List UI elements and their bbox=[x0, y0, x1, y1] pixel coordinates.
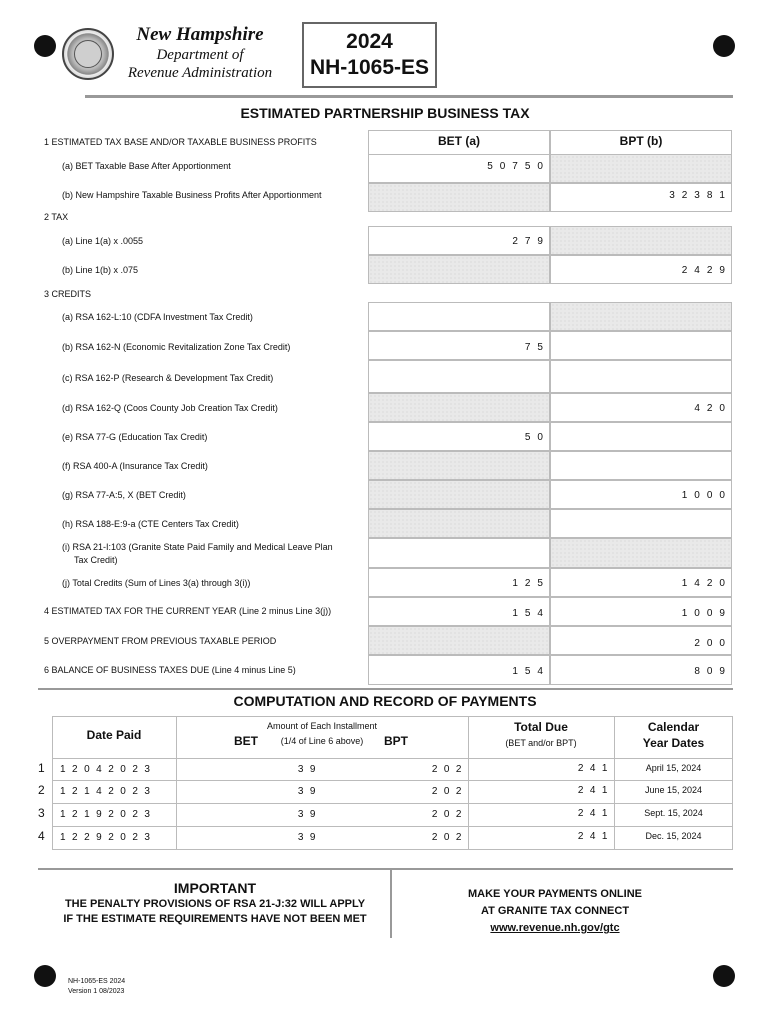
line-3i-label-cont: Tax Credit) bbox=[74, 555, 118, 565]
value-3g-bpt: 1000 bbox=[681, 490, 732, 501]
line-4-label: 4 ESTIMATED TAX FOR THE CURRENT YEAR (Line 2 minus Line 3(j)) bbox=[44, 606, 332, 616]
column-header-total-due: Total Due bbox=[514, 720, 568, 734]
value-6-bet: 154 bbox=[512, 666, 550, 677]
line-3f-label: (f) RSA 400-A (Insurance Tax Credit) bbox=[62, 461, 208, 471]
column-header-calendar: Calendar bbox=[647, 720, 700, 734]
payment-row-number: 1 bbox=[38, 761, 45, 775]
payment-calendar-date: April 15, 2024 bbox=[645, 763, 702, 773]
field-3a-bet[interactable] bbox=[368, 302, 550, 331]
column-header-bpt: BPT (b) bbox=[619, 134, 663, 148]
payment-bpt: 202 bbox=[431, 809, 468, 820]
field-3c-bpt[interactable] bbox=[550, 360, 732, 393]
field-5-bet-shaded bbox=[368, 626, 550, 655]
field-3i-bet[interactable] bbox=[368, 538, 550, 568]
payment-date: 12042023 bbox=[60, 764, 157, 775]
value-1b-bpt: 32381 bbox=[669, 190, 732, 201]
field-2a-bpt-shaded bbox=[550, 226, 732, 255]
section-divider bbox=[38, 688, 733, 690]
line-3d-label: (d) RSA 162-Q (Coos County Job Creation Tax Credit) bbox=[62, 403, 278, 413]
agency-name: New Hampshire bbox=[136, 24, 264, 45]
value-3d-bpt: 420 bbox=[694, 403, 732, 414]
registration-mark-bottom-right bbox=[713, 965, 735, 987]
payment-total: 241 bbox=[577, 808, 614, 819]
payment-bpt: 202 bbox=[431, 764, 468, 775]
payment-date: 12292023 bbox=[60, 832, 157, 843]
value-2b-bpt: 2429 bbox=[681, 265, 732, 276]
payment-date: 12142023 bbox=[60, 786, 157, 797]
line-5-label: 5 OVERPAYMENT FROM PREVIOUS TAXABLE PERIOD bbox=[44, 636, 277, 646]
footer-divider bbox=[38, 868, 733, 870]
section-title-payments: COMPUTATION AND RECORD OF PAYMENTS bbox=[233, 693, 537, 709]
value-3j-bet: 125 bbox=[512, 578, 550, 589]
form-number: NH-1065-ES bbox=[309, 56, 430, 79]
field-2b-bet-shaded bbox=[368, 255, 550, 284]
line-3e-label: (e) RSA 77-G (Education Tax Credit) bbox=[62, 432, 208, 442]
value-2a-bet: 279 bbox=[512, 236, 550, 247]
payment-date: 12192023 bbox=[60, 809, 157, 820]
column-header-amount-sub: (1/4 of Line 6 above) bbox=[280, 736, 364, 746]
payment-calendar-date: Dec. 15, 2024 bbox=[645, 831, 702, 841]
penalty-line-1: THE PENALTY PROVISIONS OF RSA 21-J:32 WILL APPLY bbox=[64, 898, 366, 910]
field-3d-bet-shaded bbox=[368, 393, 550, 422]
value-5-bpt: 200 bbox=[694, 638, 732, 649]
field-3c-bet[interactable] bbox=[368, 360, 550, 393]
payment-bet: 39 bbox=[297, 809, 322, 820]
payment-bpt: 202 bbox=[431, 832, 468, 843]
section-title-estimated-tax: ESTIMATED PARTNERSHIP BUSINESS TAX bbox=[240, 105, 530, 121]
important-notice bbox=[40, 880, 390, 925]
line-3j-label: (j) Total Credits (Sum of Lines 3(a) through 3(i)) bbox=[62, 578, 251, 588]
field-3e-bpt[interactable] bbox=[550, 422, 732, 451]
column-header-calendar-dates: Year Dates bbox=[642, 736, 705, 750]
value-6-bpt: 809 bbox=[694, 666, 732, 677]
payment-row-number: 3 bbox=[38, 806, 45, 820]
important-heading: IMPORTANT bbox=[173, 880, 257, 896]
column-header-pay-bpt: BPT bbox=[384, 734, 408, 748]
form-id-footer: NH-1065-ES 2024 bbox=[68, 978, 126, 985]
penalty-line-2: IF THE ESTIMATE REQUIREMENTS HAVE NOT BEEN MET bbox=[63, 913, 367, 925]
footer-vertical-divider bbox=[390, 868, 392, 938]
line-2b-label: (b) Line 1(b) x .075 bbox=[62, 265, 139, 275]
form-version: Version 1 08/2023 bbox=[68, 988, 125, 995]
line-2a-label: (a) Line 1(a) x .0055 bbox=[62, 236, 144, 246]
online-payment-notice bbox=[420, 886, 690, 937]
line-3i-label: (i) RSA 21-I:103 (Granite State Paid Family and Medical Leave Plan bbox=[62, 542, 333, 552]
line-3-label: 3 CREDITS bbox=[44, 289, 92, 299]
field-1a-bpt-shaded bbox=[550, 154, 732, 183]
payment-bpt: 202 bbox=[431, 786, 468, 797]
column-header-total-sub: (BET and/or BPT) bbox=[505, 738, 577, 748]
registration-mark-top-left bbox=[34, 35, 56, 57]
header-divider bbox=[85, 95, 733, 98]
registration-mark-top-right bbox=[713, 35, 735, 57]
field-3g-bet-shaded bbox=[368, 480, 550, 509]
line-3g-label: (g) RSA 77-A:5, X (BET Credit) bbox=[62, 490, 186, 500]
payment-bet: 39 bbox=[297, 832, 322, 843]
payment-calendar-date: Sept. 15, 2024 bbox=[644, 808, 703, 818]
column-header-bet: BET (a) bbox=[438, 134, 480, 148]
line-6-label: 6 BALANCE OF BUSINESS TAXES DUE (Line 4 minus Line 5) bbox=[44, 665, 296, 675]
column-header-amount: Amount of Each Installment bbox=[266, 721, 378, 731]
line-3c-label: (c) RSA 162-P (Research & Development Tax Credit) bbox=[62, 373, 274, 383]
field-3i-bpt-shaded bbox=[550, 538, 732, 568]
value-3b-bet: 75 bbox=[524, 342, 550, 353]
agency-department: Department of bbox=[156, 47, 244, 63]
field-1b-bet-shaded bbox=[368, 183, 550, 212]
online-line-2: AT GRANITE TAX CONNECT bbox=[480, 905, 630, 917]
line-1b-label: (b) New Hampshire Taxable Business Profits After Apportionment bbox=[62, 190, 322, 200]
payment-bet: 39 bbox=[297, 786, 322, 797]
line-3a-label: (a) RSA 162-L:10 (CDFA Investment Tax Credit) bbox=[62, 312, 253, 322]
value-3e-bet: 50 bbox=[524, 432, 550, 443]
field-3f-bet-shaded bbox=[368, 451, 550, 480]
payment-total: 241 bbox=[577, 831, 614, 842]
value-4-bet: 154 bbox=[512, 608, 550, 619]
value-1a-bet: 50750 bbox=[487, 161, 550, 172]
field-3h-bpt[interactable] bbox=[550, 509, 732, 538]
payment-total: 241 bbox=[577, 763, 614, 774]
line-2-label: 2 TAX bbox=[44, 212, 69, 222]
agency-division: Revenue Administration bbox=[127, 65, 273, 81]
column-header-date-paid: Date Paid bbox=[86, 728, 142, 742]
value-3j-bpt: 1420 bbox=[681, 578, 732, 589]
field-3b-bpt[interactable] bbox=[550, 331, 732, 360]
line-1-label: 1 ESTIMATED TAX BASE AND/OR TAXABLE BUSINESS PROFITS bbox=[44, 137, 317, 147]
payment-calendar-date: June 15, 2024 bbox=[644, 785, 703, 795]
payment-bet: 39 bbox=[297, 764, 322, 775]
form-year: 2024 bbox=[346, 30, 393, 53]
line-1a-label: (a) BET Taxable Base After Apportionment bbox=[62, 161, 231, 171]
gtc-link[interactable]: www.revenue.nh.gov/gtc bbox=[490, 922, 620, 934]
field-3h-bet-shaded bbox=[368, 509, 550, 538]
value-4-bpt: 1009 bbox=[681, 608, 732, 619]
line-3h-label: (h) RSA 188-E:9-a (CTE Centers Tax Credit) bbox=[62, 519, 239, 529]
payment-total: 241 bbox=[577, 785, 614, 796]
line-3b-label: (b) RSA 162-N (Economic Revitalization Zone Tax Credit) bbox=[62, 342, 291, 352]
field-3f-bpt[interactable] bbox=[550, 451, 732, 480]
payment-row-number: 2 bbox=[38, 783, 45, 797]
registration-mark-bottom-left bbox=[34, 965, 56, 987]
form-id-box bbox=[302, 22, 437, 88]
online-line-1: MAKE YOUR PAYMENTS ONLINE bbox=[468, 888, 642, 900]
column-header-pay-bet: BET bbox=[234, 734, 258, 748]
state-seal-logo bbox=[62, 28, 114, 80]
field-3a-bpt-shaded bbox=[550, 302, 732, 331]
payment-row-number: 4 bbox=[38, 829, 45, 843]
